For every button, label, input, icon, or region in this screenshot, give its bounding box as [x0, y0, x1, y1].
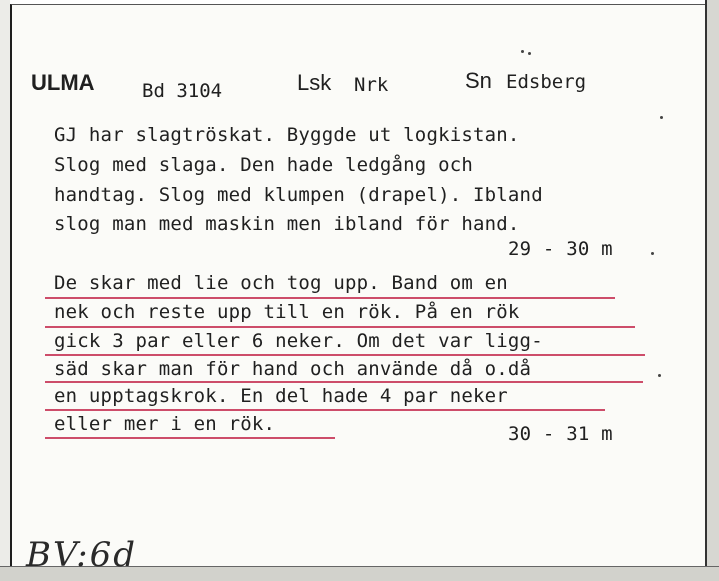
red-underline	[45, 326, 635, 328]
red-underline	[45, 297, 615, 299]
scan-left-margin	[0, 0, 10, 581]
red-underline	[45, 409, 605, 411]
body-line-10: eller mer i en rök.	[54, 413, 276, 435]
body-line-9: en upptagskrok. En del hade 4 par neker	[54, 385, 508, 407]
scan-right-edge	[705, 0, 719, 581]
speck	[528, 52, 531, 55]
shelf-mark: BV:6d	[26, 535, 137, 575]
sn-value: Edsberg	[506, 71, 587, 93]
page-reference-1: 29 - 30 m	[508, 238, 613, 260]
lsk-value: Nrk	[354, 74, 389, 96]
red-underline	[45, 381, 643, 383]
red-underline	[45, 354, 645, 356]
body-line-5: De skar med lie och tog upp. Band om en	[54, 272, 508, 294]
body-line-8: säd skar man för hand och använde då o.då	[54, 358, 532, 380]
speck	[660, 116, 663, 119]
page-reference-2: 30 - 31 m	[508, 423, 613, 445]
speck	[651, 252, 654, 255]
card-title: ULMA	[31, 70, 95, 95]
sn-label: Sn	[465, 68, 492, 93]
speck	[521, 50, 524, 53]
red-underline	[45, 437, 335, 439]
body-line-1: GJ har slagtröskat. Byggde ut logkistan.	[54, 124, 520, 146]
bd-number: Bd 3104	[142, 80, 223, 102]
body-line-6: nek och reste upp till en rök. På en rök	[54, 301, 520, 323]
lsk-label: Lsk	[297, 70, 332, 95]
body-line-2: Slog med slaga. Den hade ledgång och	[54, 154, 474, 176]
speck	[658, 374, 661, 377]
body-line-4: slog man med maskin men ibland för hand.	[54, 213, 520, 235]
body-line-3: handtag. Slog med klumpen (drapel). Ibland	[54, 184, 543, 206]
body-line-7: gick 3 par eller 6 neker. Om det var ligg-	[54, 330, 543, 352]
